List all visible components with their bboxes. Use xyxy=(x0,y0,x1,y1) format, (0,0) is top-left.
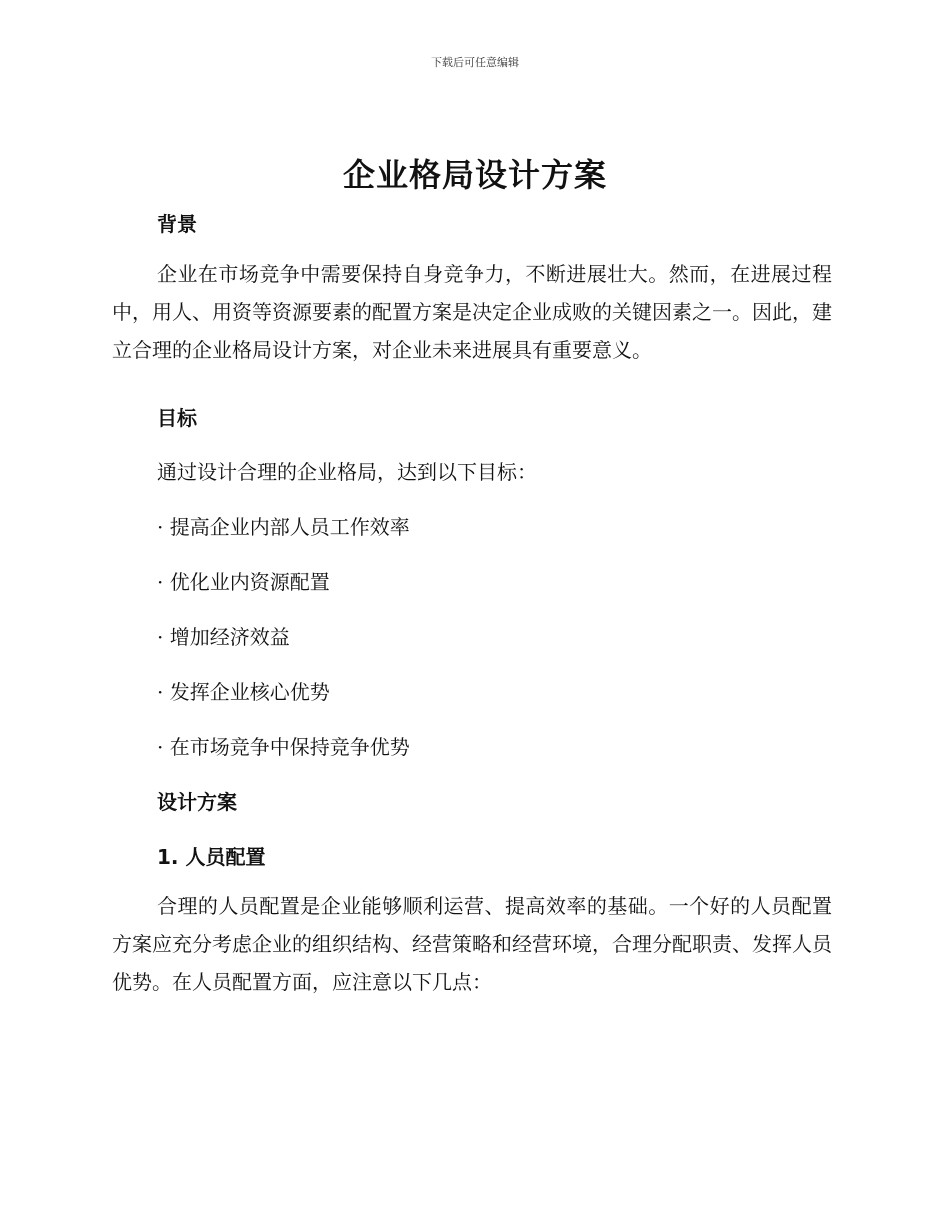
goal-item: · 提高企业内部人员工作效率 xyxy=(157,515,410,539)
section-heading-plan: 设计方案 xyxy=(157,790,237,814)
staffing-paragraph: 合理的人员配置是企业能够顺利运营、提高效率的基础。一个好的人员配置方案应充分考虑企业的组织结构、经营策略和经营环境，合理分配职责、发挥人员优势。在人员配置方面，应注意以下几点： xyxy=(112,894,832,994)
goal-item: · 在市场竞争中保持竞争优势 xyxy=(157,735,410,759)
goal-item: · 发挥企业核心优势 xyxy=(157,680,330,704)
goal-item: · 优化业内资源配置 xyxy=(157,570,330,594)
document-title: 企业格局设计方案 xyxy=(342,156,607,194)
background-paragraph: 企业在市场竞争中需要保持自身竞争力，不断进展壮大。然而，在进展过程中，用人、用资等资源要素的配置方案是决定企业成败的关键因素之一。因此，建立合理的企业格局设计方案，对企业未来进展具有重要意义。 xyxy=(112,262,832,362)
header-note: 下载后可任意编辑 xyxy=(431,56,519,69)
goals-intro: 通过设计合理的企业格局，达到以下目标： xyxy=(157,460,537,484)
subheading-staffing: 1. 人员配置 xyxy=(157,845,266,869)
goal-item: · 增加经济效益 xyxy=(157,625,290,649)
section-heading-goals: 目标 xyxy=(157,406,197,430)
section-heading-background: 背景 xyxy=(157,212,197,236)
